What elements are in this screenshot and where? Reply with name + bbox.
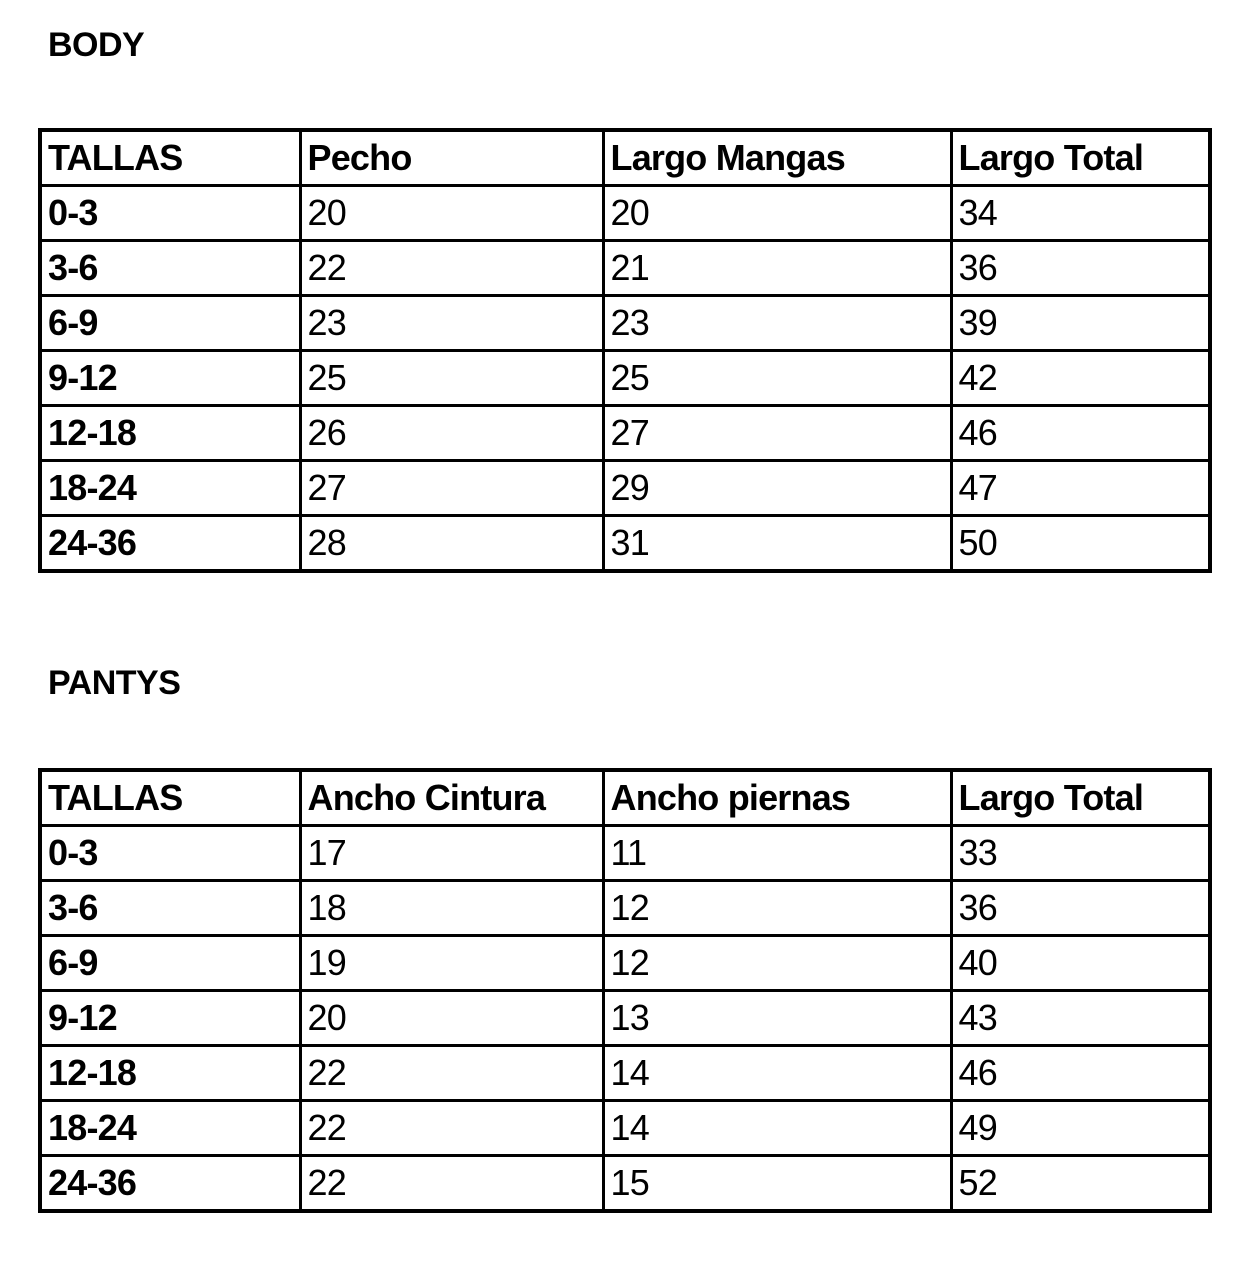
- body-section-title: BODY: [48, 26, 145, 64]
- value-cell: 36: [951, 881, 1210, 936]
- value-cell: 12: [603, 936, 951, 991]
- value-cell: 17: [300, 826, 603, 881]
- value-cell: 22: [300, 1156, 603, 1212]
- table-row: [40, 516, 1210, 572]
- value-cell: 47: [951, 461, 1210, 516]
- table-row: [40, 186, 1210, 241]
- table-row: [40, 461, 1210, 516]
- value-cell: 22: [300, 1046, 603, 1101]
- table-row: [40, 991, 1210, 1046]
- value-cell: 39: [951, 296, 1210, 351]
- value-cell: 27: [603, 406, 951, 461]
- value-cell: 11: [603, 826, 951, 881]
- value-cell: 33: [951, 826, 1210, 881]
- value-cell: 25: [603, 351, 951, 406]
- value-cell: 23: [603, 296, 951, 351]
- value-cell: 25: [300, 351, 603, 406]
- size-cell: 0-3: [40, 826, 300, 881]
- value-cell: 27: [300, 461, 603, 516]
- value-cell: 49: [951, 1101, 1210, 1156]
- value-cell: 20: [603, 186, 951, 241]
- value-cell: 15: [603, 1156, 951, 1212]
- size-cell: 12-18: [40, 1046, 300, 1101]
- table-row: [40, 936, 1210, 991]
- value-cell: 42: [951, 351, 1210, 406]
- value-cell: 14: [603, 1046, 951, 1101]
- table-header-row: [40, 130, 1210, 186]
- table-row: [40, 1101, 1210, 1156]
- value-cell: 28: [300, 516, 603, 572]
- size-cell: 9-12: [40, 351, 300, 406]
- value-cell: 43: [951, 991, 1210, 1046]
- column-header-largo-total: Largo Total: [951, 130, 1210, 186]
- size-cell: 9-12: [40, 991, 300, 1046]
- value-cell: 50: [951, 516, 1210, 572]
- column-header-ancho-cintura: Ancho Cintura: [300, 770, 603, 826]
- size-cell: 18-24: [40, 461, 300, 516]
- size-cell: 24-36: [40, 1156, 300, 1212]
- table-row: [40, 241, 1210, 296]
- value-cell: 36: [951, 241, 1210, 296]
- value-cell: 21: [603, 241, 951, 296]
- value-cell: 23: [300, 296, 603, 351]
- value-cell: 20: [300, 991, 603, 1046]
- size-cell: 18-24: [40, 1101, 300, 1156]
- table-row: [40, 1046, 1210, 1101]
- value-cell: 26: [300, 406, 603, 461]
- value-cell: 20: [300, 186, 603, 241]
- value-cell: 22: [300, 1101, 603, 1156]
- table-row: [40, 1156, 1210, 1212]
- table-row: [40, 826, 1210, 881]
- column-header-tallas: TALLAS: [40, 770, 300, 826]
- pantys-size-table: [38, 768, 1212, 1213]
- table-header-row: [40, 770, 1210, 826]
- size-cell: 3-6: [40, 241, 300, 296]
- value-cell: 46: [951, 1046, 1210, 1101]
- table-row: [40, 296, 1210, 351]
- pantys-section-title: PANTYS: [48, 664, 181, 702]
- value-cell: 22: [300, 241, 603, 296]
- size-cell: 6-9: [40, 936, 300, 991]
- table-row: [40, 881, 1210, 936]
- size-cell: 12-18: [40, 406, 300, 461]
- value-cell: 18: [300, 881, 603, 936]
- size-cell: 24-36: [40, 516, 300, 572]
- body-size-table: [38, 128, 1212, 573]
- column-header-tallas: TALLAS: [40, 130, 300, 186]
- value-cell: 12: [603, 881, 951, 936]
- value-cell: 19: [300, 936, 603, 991]
- table-row: [40, 351, 1210, 406]
- value-cell: 34: [951, 186, 1210, 241]
- size-cell: 3-6: [40, 881, 300, 936]
- column-header-largo-mangas: Largo Mangas: [603, 130, 951, 186]
- value-cell: 31: [603, 516, 951, 572]
- value-cell: 29: [603, 461, 951, 516]
- column-header-pecho: Pecho: [300, 130, 603, 186]
- value-cell: 52: [951, 1156, 1210, 1212]
- table-row: [40, 406, 1210, 461]
- value-cell: 40: [951, 936, 1210, 991]
- size-cell: 6-9: [40, 296, 300, 351]
- value-cell: 14: [603, 1101, 951, 1156]
- value-cell: 46: [951, 406, 1210, 461]
- value-cell: 13: [603, 991, 951, 1046]
- column-header-largo-total: Largo Total: [951, 770, 1210, 826]
- column-header-ancho-piernas: Ancho piernas: [603, 770, 951, 826]
- size-cell: 0-3: [40, 186, 300, 241]
